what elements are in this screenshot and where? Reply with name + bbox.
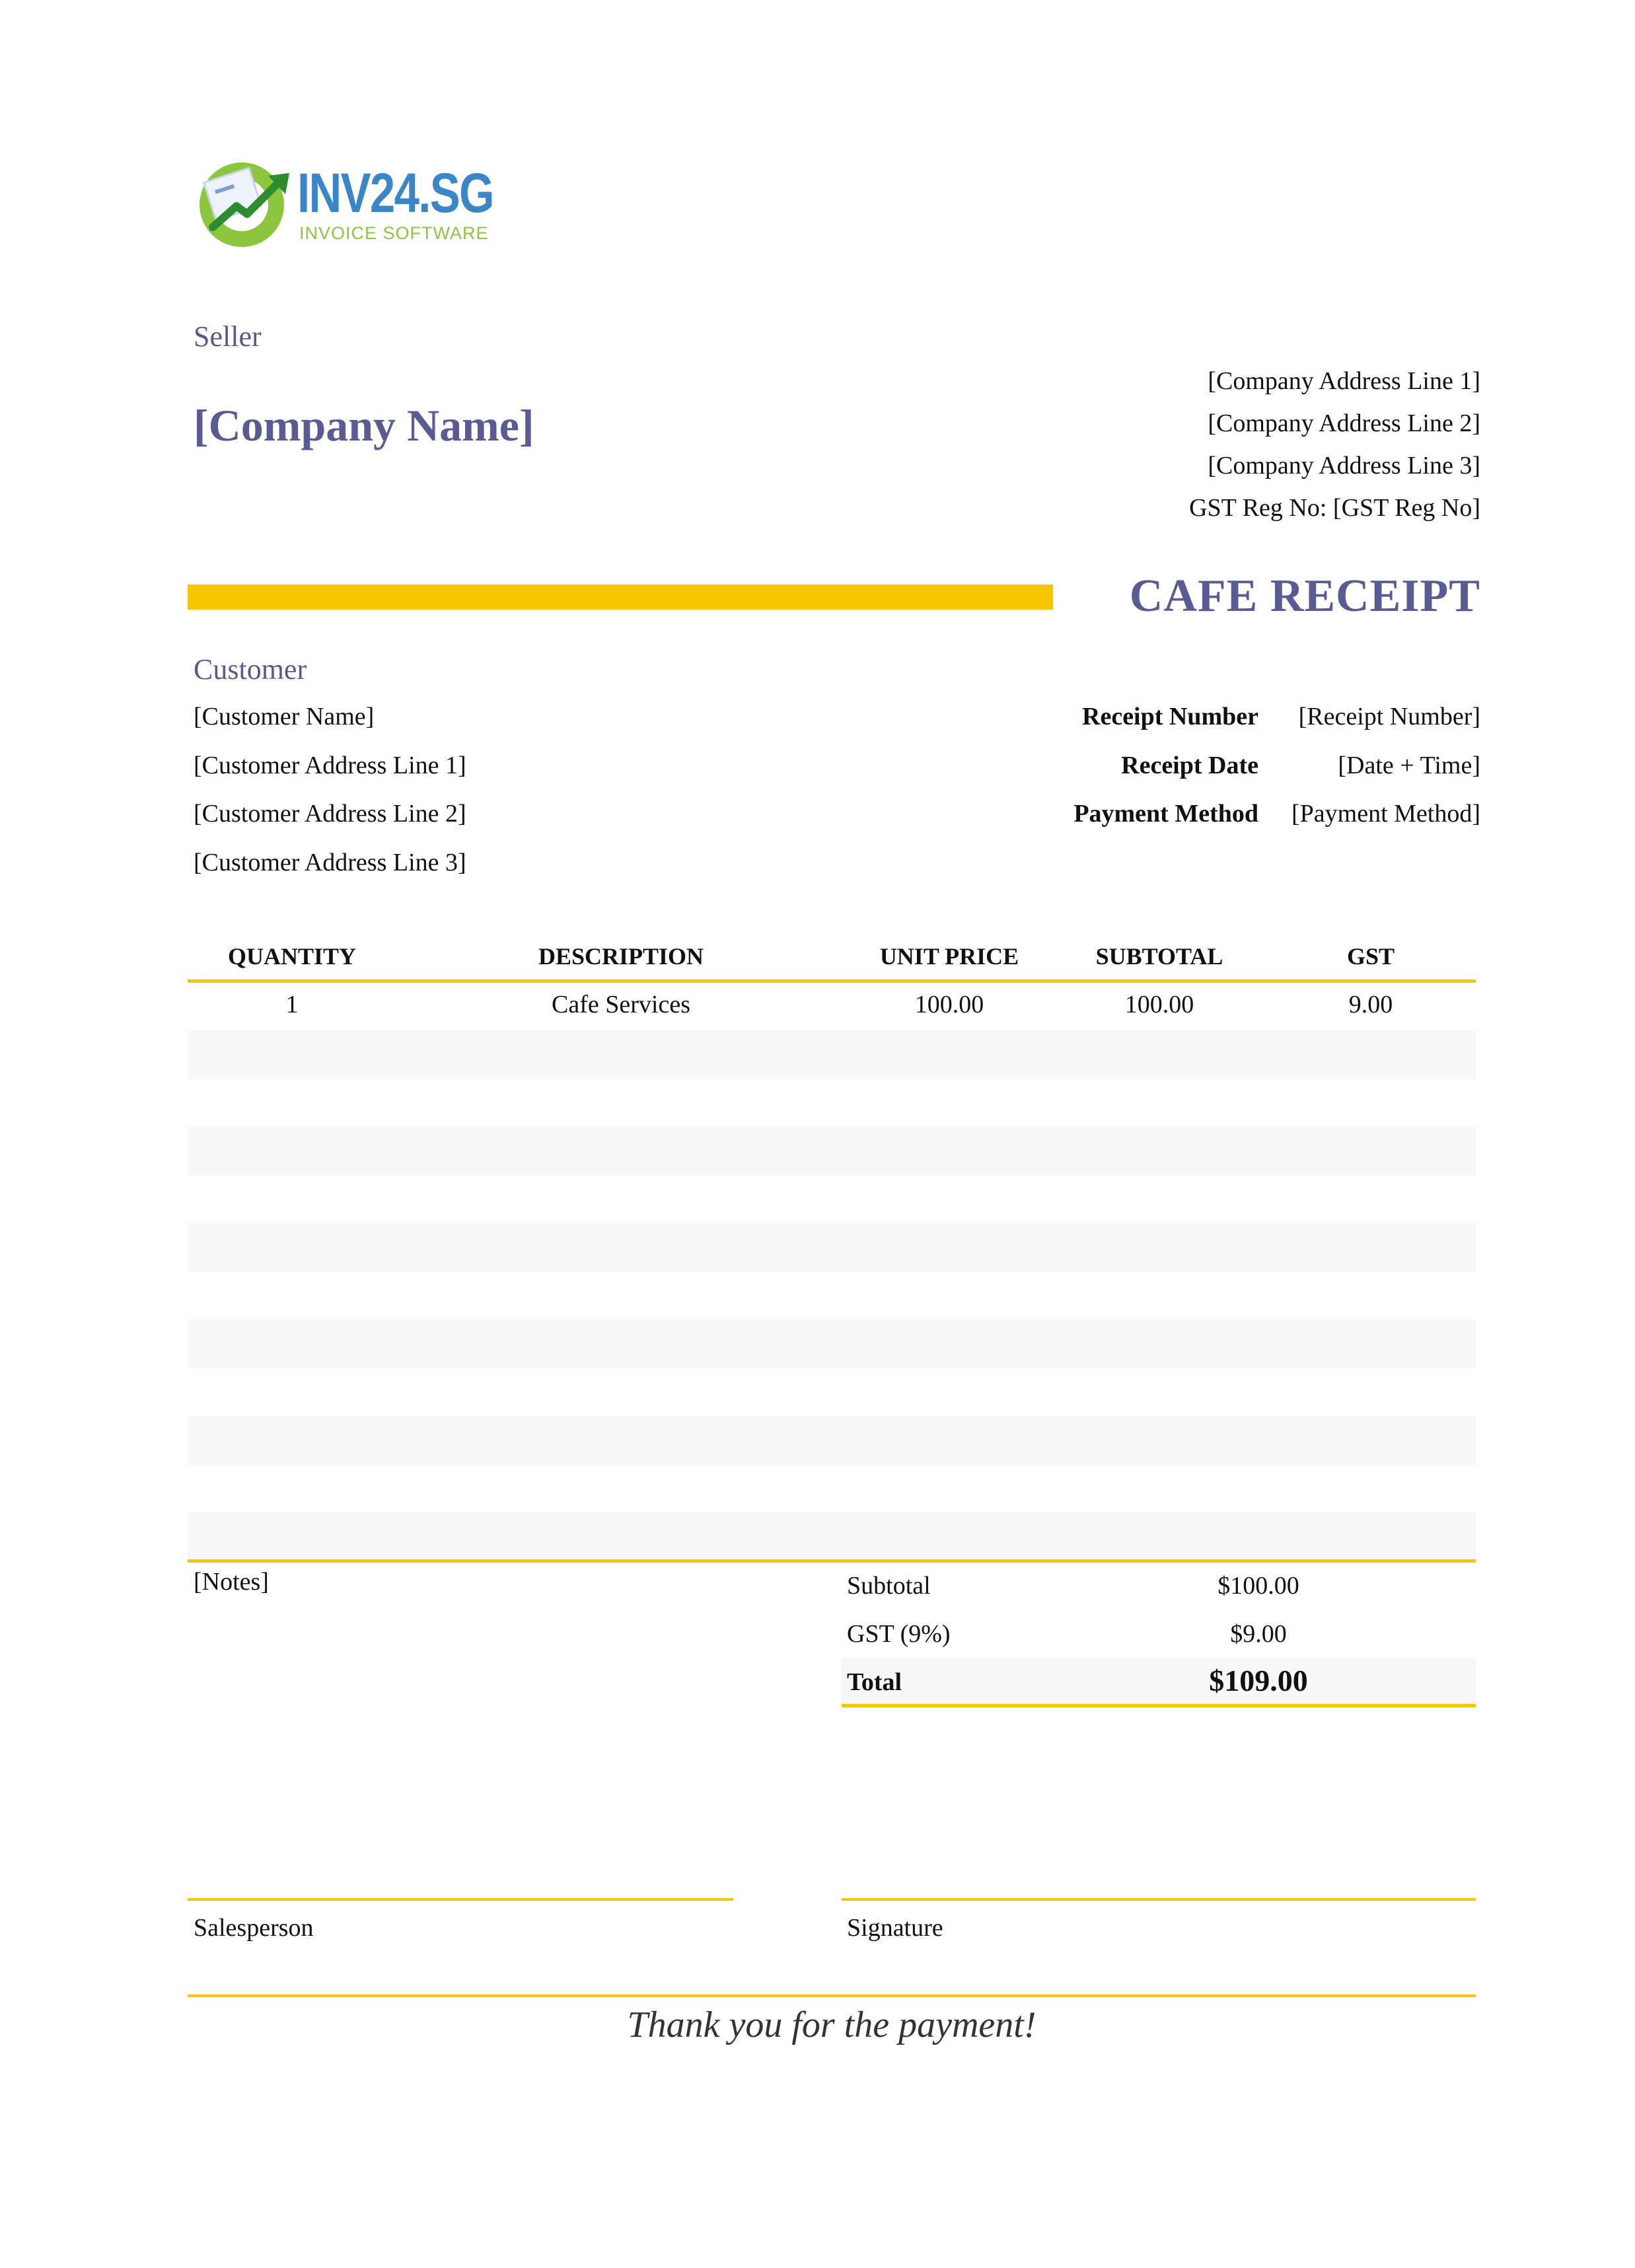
header-description: DESCRIPTION <box>538 943 704 970</box>
header-unit-price: UNIT PRICE <box>879 943 1019 970</box>
table-row-empty <box>188 1127 1476 1176</box>
summary-gst-value: $9.00 <box>1230 1620 1287 1648</box>
summary-subtotal-value: $100.00 <box>1217 1572 1299 1600</box>
seller-label: Seller <box>194 320 262 353</box>
row-quantity: 1 <box>285 991 299 1018</box>
row-description: Cafe Services <box>552 991 690 1018</box>
company-address-line-1: [Company Address Line 1] <box>1208 367 1480 395</box>
title-accent-bar <box>188 585 1053 610</box>
row-unit-price: 100.00 <box>914 991 984 1018</box>
customer-address-line-3: [Customer Address Line 3] <box>194 849 466 876</box>
customer-name: [Customer Name] <box>194 703 375 730</box>
footer-rule <box>188 1995 1476 1997</box>
table-row-empty <box>188 1416 1476 1465</box>
gst-reg-no: GST Reg No: [GST Reg No] <box>1189 494 1480 522</box>
document-title: CAFE RECEIPT <box>1129 571 1480 621</box>
customer-address-line-1: [Customer Address Line 1] <box>194 752 466 779</box>
brand-tagline: INVOICE SOFTWARE <box>299 223 489 243</box>
signature-line <box>842 1898 1476 1901</box>
header-subtotal: SUBTOTAL <box>1095 943 1223 970</box>
payment-method-value: [Payment Method] <box>1291 800 1480 828</box>
payment-method-label: Payment Method <box>1073 800 1258 828</box>
logo-icon <box>190 153 296 252</box>
summary-total-value: $109.00 <box>1209 1664 1308 1697</box>
row-subtotal: 100.00 <box>1124 991 1194 1018</box>
table-row-empty <box>188 1512 1476 1561</box>
table-row-empty <box>188 1223 1476 1272</box>
salesperson-label: Salesperson <box>194 1914 314 1942</box>
table-bottom-rule <box>188 1559 1476 1563</box>
salesperson-line <box>188 1898 733 1901</box>
receipt-date-value: [Date + Time] <box>1338 752 1480 779</box>
table-row-empty <box>188 1320 1476 1368</box>
receipt-number-value: [Receipt Number] <box>1298 703 1480 730</box>
company-name: [Company Name] <box>194 400 534 450</box>
customer-address-line-2: [Customer Address Line 2] <box>194 800 466 828</box>
summary-gst-label: GST (9%) <box>847 1620 951 1648</box>
header-gst: GST <box>1346 943 1395 970</box>
signature-label: Signature <box>847 1914 943 1942</box>
table-row-empty <box>188 1030 1476 1079</box>
notes: [Notes] <box>194 1568 269 1596</box>
receipt-number-label: Receipt Number <box>1082 703 1258 730</box>
summary-total-label: Total <box>847 1668 902 1696</box>
table-header-rule <box>188 979 1476 983</box>
row-gst: 9.00 <box>1348 991 1393 1018</box>
thank-you-message: Thank you for the payment! <box>627 2004 1036 2045</box>
customer-label: Customer <box>194 653 307 686</box>
total-rule <box>842 1704 1476 1707</box>
header-quantity: QUANTITY <box>227 943 357 970</box>
receipt-date-label: Receipt Date <box>1121 752 1258 779</box>
summary-subtotal-label: Subtotal <box>847 1572 931 1600</box>
company-address-line-2: [Company Address Line 2] <box>1208 409 1480 437</box>
company-address-line-3: [Company Address Line 3] <box>1208 452 1480 479</box>
brand-logo <box>190 153 494 252</box>
brand-name: INV24.SG <box>297 162 493 224</box>
